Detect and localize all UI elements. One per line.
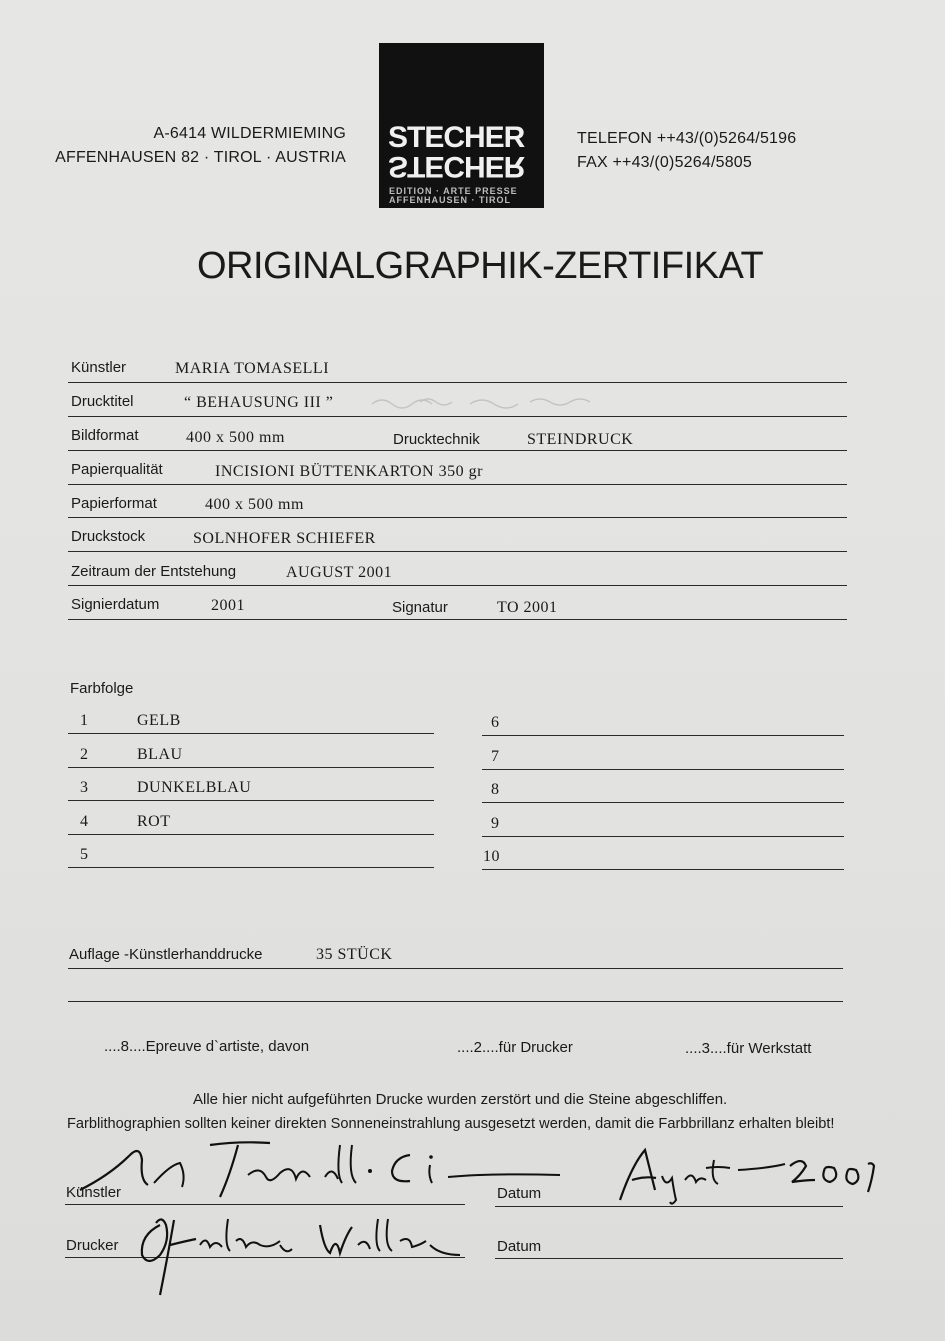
faint-pencil-note [370,392,610,410]
farbfolge-num-2: 2 [80,746,89,763]
farbfolge-rule-3 [68,800,434,801]
farbfolge-num-3: 3 [80,779,89,796]
logo-subline-2: AFFENHAUSEN · TIROL [389,195,511,205]
printer-signature-image [130,1205,470,1305]
druckstock-rule [68,551,847,552]
farbfolge-color-2: BLAU [137,746,183,763]
farbfolge-color-4: ROT [137,813,171,830]
auflage-rule-2 [68,1001,843,1002]
farbfolge-num-6: 6 [491,714,500,731]
druckstock-value: SOLNHOFER SCHIEFER [193,530,376,547]
kuenstler-label: Künstler [71,359,127,376]
sig-datum-rule-2 [495,1258,843,1259]
kuenstler-value: MARIA TOMASELLI [175,360,330,377]
zeitraum-label: Zeitraum der Entstehung [71,563,237,580]
farbfolge-num-1: 1 [80,712,89,729]
drucker-count: ....2....für Drucker [457,1039,573,1056]
fax-number: FAX ++43/(0)5264/5805 [577,154,752,171]
farbfolge-rule-2 [68,767,434,768]
farbfolge-rule-9 [482,836,844,837]
drucktechnik-label: Drucktechnik [393,431,480,448]
signierdatum-rule [68,619,847,620]
kuenstler-rule [68,382,847,383]
logo-subline-1: EDITION · ARTE PRESSE [389,186,518,196]
date-handwriting-image [610,1140,885,1210]
farbfolge-rule-5 [68,867,434,868]
zeitraum-rule [68,585,847,586]
papierformat-rule [68,517,847,518]
farbfolge-label: Farbfolge [70,680,134,697]
farbfolge-rule-6 [482,735,844,736]
farbfolge-num-10: 10 [483,848,500,865]
drucktechnik-value: STEINDRUCK [527,431,634,448]
sig-datum-label-2: Datum [497,1238,542,1255]
papierqualitaet-value: INCISIONI BÜTTENKARTON 350 gr [215,463,483,480]
sig-kuenstler-label: Künstler [66,1184,122,1201]
signatur-label: Signatur [392,599,448,616]
drucktitel-rule [68,416,847,417]
papierqualitaet-label: Papierqualität [71,461,163,478]
phone-number: TELEFON ++43/(0)5264/5196 [577,130,797,147]
drucktitel-label: Drucktitel [71,393,134,410]
artist-signature-image [70,1135,570,1210]
farbfolge-rule-7 [482,769,844,770]
drucktitel-value: “ BEHAUSUNG III ” [184,394,334,411]
address-line-2: AFFENHAUSEN 82 · TIROL · AUSTRIA [55,149,346,166]
bildformat-value: 400 x 500 mm [186,429,285,446]
papierformat-label: Papierformat [71,495,157,512]
farbfolge-num-7: 7 [491,748,500,765]
bildformat-label: Bildformat [71,427,139,444]
epreuve-count: ....8....Epreuve d`artiste, davon [104,1038,310,1055]
farbfolge-num-9: 9 [491,815,500,832]
druckstock-label: Druckstock [71,528,146,545]
farbfolge-rule-4 [68,834,434,835]
farbfolge-rule-10 [482,869,844,870]
bildformat-rule [68,450,847,451]
auflage-label: Auflage -Künstlerhanddrucke [69,946,263,963]
auflage-value: 35 STÜCK [316,946,393,963]
farbfolge-num-5: 5 [80,846,89,863]
logo-word-mirrored: STECHER [388,150,525,183]
note-line-1: Alle hier nicht aufgeführten Drucke wurden zerstört und die Steine abgeschliffen. [193,1091,728,1108]
address-line-1: A-6414 WILDERMIEMING [153,125,346,142]
farbfolge-rule-8 [482,802,844,803]
signierdatum-value: 2001 [211,597,245,614]
sig-datum-label-1: Datum [497,1185,542,1202]
logo-word: STECHER [388,121,525,154]
farbfolge-num-8: 8 [491,781,500,798]
signatur-value: TO 2001 [497,599,558,616]
page-title: ORIGINALGRAPHIK-ZERTIFIKAT [197,245,764,287]
zeitraum-value: AUGUST 2001 [286,564,393,581]
werkstatt-count: ....3....für Werkstatt [685,1040,812,1057]
farbfolge-rule-1 [68,733,434,734]
farbfolge-color-1: GELB [137,712,181,729]
auflage-rule [68,968,843,969]
signierdatum-label: Signierdatum [71,596,160,613]
farbfolge-color-3: DUNKELBLAU [137,779,252,796]
papierqualitaet-rule [68,484,847,485]
note-line-2: Farblithographien sollten keiner direkten Sonneneinstrahlung ausgesetzt werden, damit die Farbbrillanz erhalten bleibt! [67,1116,835,1132]
papierformat-value: 400 x 500 mm [205,496,304,513]
sig-drucker-label: Drucker [66,1237,119,1254]
stecher-logo [379,43,544,208]
farbfolge-num-4: 4 [80,813,89,830]
